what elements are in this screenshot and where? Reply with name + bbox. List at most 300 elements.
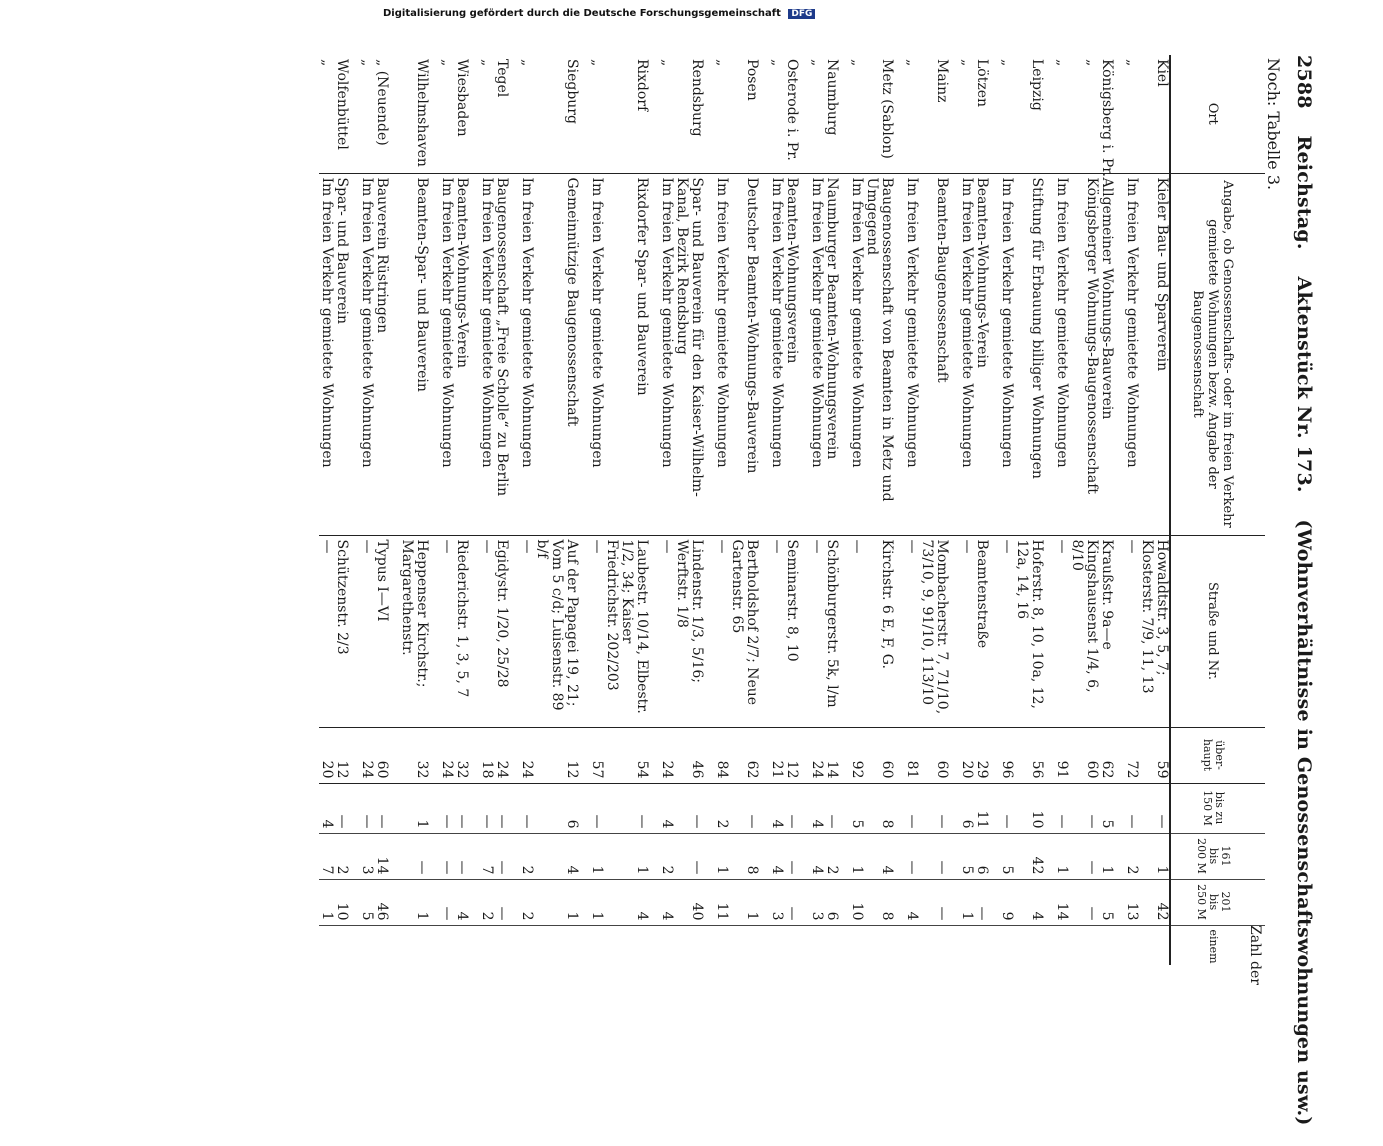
cell-angabe: Deutscher Beamten-Wohnungs-Bauverein [729,173,769,535]
table-row [974,55,999,965]
cell-bis150: — [439,783,454,833]
cell-angabe: Spar- und Bauverein [334,173,359,535]
cell-161-200: 1 [714,833,729,879]
cell-bis150: — [1054,783,1069,833]
cell-201-250: 4 [904,879,919,925]
group-header: Zahl der [1247,925,1263,985]
cell-einem [849,925,864,965]
cell-ort: „ [439,59,455,67]
cell-angabe: Rixdorfer Spar- und Bauverein [604,173,659,535]
cell-201-250: 6 [824,879,849,925]
cell-bis150: — [454,783,479,833]
cell-einem [479,925,494,965]
cell-161-200: 1 [849,833,864,879]
cell-strasse: Howaldtstr. 3, 5, 7; Klosterstr. 7/9, 11, 13 [1139,535,1170,727]
table-row [479,55,494,965]
cell-ueberhaupt: 62 [729,727,769,783]
cell-ort: Wiesbaden [454,59,470,137]
cell-ueberhaupt: 24 [359,727,374,783]
cell-strasse: Seminarstr. 8, 10 [784,535,809,727]
cell-einem [729,925,769,965]
cell-ort: Wolfenbüttel [334,59,350,150]
cell-bis150: — [1139,783,1170,833]
table-row [714,55,729,965]
cell-strasse: — [359,535,374,727]
cell-ort: „ (Neuende) [374,59,390,146]
cell-ueberhaupt: 12 [334,727,359,783]
col-header-einem: einem [1170,925,1265,965]
cell-einem [439,925,454,965]
cell-201-250: 4 [604,879,659,925]
cell-bis150: — [674,783,714,833]
cell-bis150: — [519,783,534,833]
table-row [1069,55,1099,965]
cell-bis150: 1 [399,783,439,833]
cell-angabe: Beamten-Wohnungsverein [784,173,809,535]
cell-einem [674,925,714,965]
cell-strasse: — [439,535,454,727]
table-row [849,55,864,965]
cell-201-250: 8 [864,879,904,925]
cell-strasse: — [714,535,729,727]
dfg-logo: DFG [788,9,815,19]
cell-201-250: 2 [519,879,534,925]
cell-ort: „ [359,59,375,67]
cell-ort: Wilhelmshaven [414,59,430,167]
cell-einem [769,925,784,965]
cell-bis150: — [479,783,494,833]
cell-einem [1014,925,1054,965]
table-row [864,55,904,965]
cell-angabe: Kieler Bau- und Sparverein [1139,173,1170,535]
cell-angabe: Spar- und Bauverein für den Kaiser-Wilhelm-Kanal, Bezirk Rendsburg [674,173,714,535]
cell-ort: Königsberg i. Pr. [1099,59,1115,177]
cell-strasse: — [1054,535,1069,727]
table-row [534,55,589,965]
cell-201-250: 1 [319,879,334,925]
cell-strasse: Schönburgerstr. 5k, l/m [824,535,849,727]
cell-ueberhaupt: 62 [1099,727,1124,783]
cell-ueberhaupt: 21 [769,727,784,783]
cell-ort: „ [959,59,975,67]
cell-201-250: 9 [999,879,1014,925]
cell-einem [374,925,399,965]
cell-strasse: Typus I—VI [374,535,399,727]
cell-201-250: 4 [454,879,479,925]
cell-201-250: 5 [359,879,374,925]
cell-strasse: Kirchstr. 6 E, F, G. [864,535,904,727]
cell-201-250: — [439,879,454,925]
cell-161-200: 2 [334,833,359,879]
cell-einem [904,925,919,965]
cell-einem [1139,925,1170,965]
cell-ueberhaupt: 84 [714,727,729,783]
cell-161-200: — [454,833,479,879]
cell-201-250: — [974,879,999,925]
cell-ort: Osterode i. Pr. [784,59,800,161]
cell-ort: „ [849,59,865,67]
cell-angabe: Beamten-Wohnungs-Verein [454,173,479,535]
cell-angabe: Königsberger Wohnungs-Baugenossenschaft [1069,173,1099,535]
cell-angabe: Allgemeiner Wohnungs-Bauverein [1099,173,1124,535]
cell-bis150: — [904,783,919,833]
cell-angabe: Im freien Verkehr gemietete Wohnungen [714,173,729,535]
table-row [769,55,784,965]
cell-161-200: — [674,833,714,879]
cell-bis150: 4 [319,783,334,833]
cell-strasse: Bertholdshof 2/7; Neue Gartenstr. 65 [729,535,769,727]
cell-bis150: 6 [959,783,974,833]
table-row [454,55,479,965]
housing-table [319,55,1265,965]
table-row [494,55,519,965]
cell-angabe: Im freien Verkehr gemietete Wohnungen [319,173,334,535]
cell-strasse: Auf der Papagei 19, 21; Vom 5 c/d; Luisenstr. 89 b/f [534,535,589,727]
cell-ueberhaupt: 14 [824,727,849,783]
cell-201-250: 11 [714,879,729,925]
cell-161-200: — [494,833,519,879]
cell-161-200: 4 [864,833,904,879]
cell-201-250: 10 [334,879,359,925]
cell-ort: „ [589,59,605,67]
cell-ueberhaupt: 59 [1139,727,1170,783]
cell-angabe: Im freien Verkehr gemietete Wohnungen [769,173,784,535]
cell-161-200: 4 [809,833,824,879]
cell-strasse: Mombacherstr. 7, 71/10, 73/10, 9, 91/10, 113/10 [919,535,959,727]
cell-strasse: Riederichstr. 1, 3, 5, 7 [454,535,479,727]
cell-angabe: Im freien Verkehr gemietete Wohnungen [659,173,674,535]
cell-strasse: Schützenstr. 2/3 [334,535,359,727]
publication-name: Reichstag. [1293,135,1315,250]
cell-ort: „ [809,59,825,67]
cell-ort: Posen [744,59,760,101]
cell-angabe: Im freien Verkehr gemietete Wohnungen [849,173,864,535]
cell-161-200: — [919,833,959,879]
cell-161-200: 2 [659,833,674,879]
cell-bis150: 4 [769,783,784,833]
cell-ort: Kiel [1154,59,1170,87]
cell-strasse: Hoferstr. 8, 10, 10a, 12, 12a, 14, 16 [1014,535,1054,727]
cell-angabe: Beamten-Baugenossenschaft [919,173,959,535]
table-row [589,55,604,965]
cell-einem [919,925,959,965]
cell-ueberhaupt: 24 [809,727,824,783]
cell-ort: Metz (Sablon) [879,59,895,159]
cell-ort: „ [519,59,535,67]
cell-ort: Siegburg [564,59,580,124]
cell-angabe: Bauverein Rüstringen [374,173,399,535]
cell-einem [809,925,824,965]
table-header-row [1170,55,1265,965]
table-row [399,55,439,965]
cell-ort: „ [479,59,495,67]
cell-ueberhaupt: 56 [1014,727,1054,783]
cell-ort: „ [1084,59,1100,67]
cell-ueberhaupt: 54 [604,727,659,783]
cell-einem [519,925,534,965]
cell-angabe: Baugenossenschaft von Beamten in Metz und Umgegend [864,173,904,535]
cell-strasse: — [319,535,334,727]
cell-201-250: — [784,879,809,925]
cell-161-200: 1 [589,833,604,879]
table-row [439,55,454,965]
cell-ort: „ [319,59,335,67]
cell-bis150: 10 [1014,783,1054,833]
cell-161-200: 1 [604,833,659,879]
cell-161-200: — [439,833,454,879]
cell-angabe: Im freien Verkehr gemietete Wohnungen [904,173,919,535]
cell-strasse: — [519,535,534,727]
table-caption: Noch: Tabelle 3. [1264,58,1283,191]
cell-einem [659,925,674,965]
cell-angabe: Stiftung für Erbauung billiger Wohnungen [1014,173,1054,535]
cell-einem [824,925,849,965]
col-header-angabe: Angabe, ob Genossenschafts- oder im freien Verkehr gemietete Wohnungen bezw. Angabe der Baugenossenschaft [1170,173,1265,535]
cell-bis150: — [589,783,604,833]
cell-bis150: — [334,783,359,833]
cell-ueberhaupt: 12 [784,727,809,783]
cell-ort: „ [1124,59,1140,67]
cell-bis150: — [784,783,809,833]
cell-ueberhaupt: 81 [904,727,919,783]
cell-161-200: 7 [479,833,494,879]
table-body [319,55,1170,965]
cell-bis150: — [824,783,849,833]
table-row [374,55,399,965]
cell-201-250: 4 [1014,879,1054,925]
cell-einem [784,925,809,965]
col-header-ort: Ort [1170,55,1265,173]
table-row [604,55,659,965]
cell-ort: Naumburg [824,59,840,136]
cell-ort: Tegel [494,59,510,98]
document-number: Aktenstück Nr. 173. [1293,276,1315,493]
cell-bis150: — [729,783,769,833]
cell-ort: Rendsburg [689,59,705,137]
cell-strasse: Kraußstr. 9a—e [1099,535,1124,727]
cell-201-250: 1 [399,879,439,925]
document-title: (Wohnverhältnisse in Genossenschaftswohnungen usw.) [1293,519,1315,1126]
cell-strasse: — [659,535,674,727]
cell-strasse: Egidystr. 1/20, 25/28 [494,535,519,727]
cell-ort: „ [769,59,785,67]
table-row [729,55,769,965]
cell-strasse: Heppenser Kirchstr.; Margarethenstr. [399,535,439,727]
cell-201-250: 1 [729,879,769,925]
cell-strasse: Kingshausenst 1/4, 6, 8/10 [1069,535,1099,727]
cell-angabe: Naumburger Beamten-Wohnungsverein [824,173,849,535]
cell-ort: „ [1054,59,1070,67]
cell-161-200: 4 [534,833,589,879]
cell-bis150: — [494,783,519,833]
table-row [1054,55,1069,965]
cell-ueberhaupt: 96 [999,727,1014,783]
cell-strasse: — [479,535,494,727]
cell-einem [864,925,904,965]
col-header-161-200: 161 bis 200 M [1170,833,1265,879]
cell-201-250: 42 [1139,879,1170,925]
cell-161-200: 1 [1054,833,1069,879]
cell-einem [714,925,729,965]
cell-bis150: — [374,783,399,833]
cell-bis150: 5 [849,783,864,833]
cell-201-250: — [1069,879,1099,925]
cell-ueberhaupt: 32 [454,727,479,783]
cell-201-250: — [919,879,959,925]
cell-einem [974,925,999,965]
cell-201-250: 3 [769,879,784,925]
cell-einem [494,925,519,965]
cell-angabe: Im freien Verkehr gemietete Wohnungen [809,173,824,535]
cell-strasse: — [999,535,1014,727]
cell-ort: „ [659,59,675,67]
cell-ort: Rixdorf [634,59,650,112]
cell-201-250: 3 [809,879,824,925]
cell-ort: Leipzig [1029,59,1045,111]
cell-bis150: — [999,783,1014,833]
cell-ueberhaupt: 60 [1069,727,1099,783]
cell-161-200: 4 [769,833,784,879]
cell-161-200: 6 [974,833,999,879]
cell-ueberhaupt: 32 [399,727,439,783]
table-row [999,55,1014,965]
cell-ueberhaupt: 12 [534,727,589,783]
cell-bis150: — [359,783,374,833]
cell-strasse: Laubestr. 10/14, Elbestr. 1/2, 34; Kaiser Friedrichstr. 202/203 [604,535,659,727]
col-header-ueberhaupt: über-haupt [1170,727,1265,783]
cell-einem [534,925,589,965]
cell-161-200: 3 [359,833,374,879]
table-row [659,55,674,965]
cell-201-250: 1 [959,879,974,925]
cell-einem [359,925,374,965]
cell-201-250: 13 [1124,879,1139,925]
cell-angabe: Im freien Verkehr gemietete Wohnungen [359,173,374,535]
table-row [1099,55,1124,965]
cell-ort: „ [904,59,920,67]
cell-201-250: — [494,879,519,925]
cell-ueberhaupt: 60 [864,727,904,783]
table-row [319,55,334,965]
cell-strasse: — [809,535,824,727]
cell-bis150: — [919,783,959,833]
cell-201-250: 10 [849,879,864,925]
cell-ueberhaupt: 20 [959,727,974,783]
cell-201-250: 4 [659,879,674,925]
cell-ueberhaupt: 24 [659,727,674,783]
table-row [334,55,359,965]
cell-angabe: Baugenossenschaft „Freie Scholle“ zu Berlin [494,173,519,535]
cell-ueberhaupt: 91 [1054,727,1069,783]
table-row [784,55,809,965]
cell-201-250: 2 [479,879,494,925]
table-row [1014,55,1054,965]
cell-ueberhaupt: 18 [479,727,494,783]
cell-angabe: Im freien Verkehr gemietete Wohnungen [439,173,454,535]
table-row [519,55,534,965]
cell-einem [454,925,479,965]
cell-bis150: — [1124,783,1139,833]
table-row [919,55,959,965]
cell-161-200: — [904,833,919,879]
cell-ueberhaupt: 72 [1124,727,1139,783]
cell-bis150: 5 [1099,783,1124,833]
table-row [674,55,714,965]
cell-strasse: — [959,535,974,727]
cell-ort: Lötzen [974,59,990,108]
cell-angabe: Gemeinnützige Baugenossenschaft [534,173,589,535]
cell-201-250: 46 [374,879,399,925]
cell-bis150: 4 [809,783,824,833]
table-row [904,55,919,965]
cell-201-250: 5 [1099,879,1124,925]
cell-einem [319,925,334,965]
cell-bis150: 11 [974,783,999,833]
cell-einem [999,925,1014,965]
cell-161-200: 8 [729,833,769,879]
cell-ueberhaupt: 92 [849,727,864,783]
cell-161-200: 5 [999,833,1014,879]
cell-161-200: 2 [1124,833,1139,879]
credit-text: Digitalisierung gefördert durch die Deutsche Forschungsgemeinschaft [383,8,781,19]
cell-strasse: — [904,535,919,727]
cell-strasse: — [769,535,784,727]
cell-einem [1054,925,1069,965]
cell-161-200: — [1069,833,1099,879]
cell-bis150: — [1069,783,1099,833]
cell-ueberhaupt: 24 [519,727,534,783]
cell-bis150: 2 [714,783,729,833]
cell-angabe: Im freien Verkehr gemietete Wohnungen [1124,173,1139,535]
cell-angabe: Im freien Verkehr gemietete Wohnungen [519,173,534,535]
cell-strasse: — [589,535,604,727]
cell-bis150: 6 [534,783,589,833]
cell-161-200: 42 [1014,833,1054,879]
cell-ueberhaupt: 20 [319,727,334,783]
cell-einem [1099,925,1124,965]
cell-einem [589,925,604,965]
cell-bis150: 8 [864,783,904,833]
cell-ueberhaupt: 46 [674,727,714,783]
cell-strasse: Beamtenstraße [974,535,999,727]
cell-ueberhaupt: 29 [974,727,999,783]
cell-161-200: — [784,833,809,879]
cell-angabe: Im freien Verkehr gemietete Wohnungen [479,173,494,535]
cell-ueberhaupt: 60 [374,727,399,783]
cell-einem [959,925,974,965]
cell-161-200: 1 [1099,833,1124,879]
cell-ueberhaupt: 24 [439,727,454,783]
cell-161-200: 7 [319,833,334,879]
cell-201-250: 40 [674,879,714,925]
cell-161-200: 2 [824,833,849,879]
table-row [959,55,974,965]
table-row [1139,55,1170,965]
page-number: 2588 [1293,55,1315,109]
cell-161-200: 5 [959,833,974,879]
cell-einem [604,925,659,965]
col-header-bis150: bis zu 150 M [1170,783,1265,833]
cell-161-200: — [399,833,439,879]
page-header [1293,55,1315,1126]
cell-einem [334,925,359,965]
table-row [809,55,824,965]
table-row [824,55,849,965]
cell-201-250: 14 [1054,879,1069,925]
cell-ort: „ [999,59,1015,67]
cell-strasse: Lindenstr. 1/3, 5/16; Werftstr. 1/8 [674,535,714,727]
cell-angabe: Im freien Verkehr gemietete Wohnungen [959,173,974,535]
